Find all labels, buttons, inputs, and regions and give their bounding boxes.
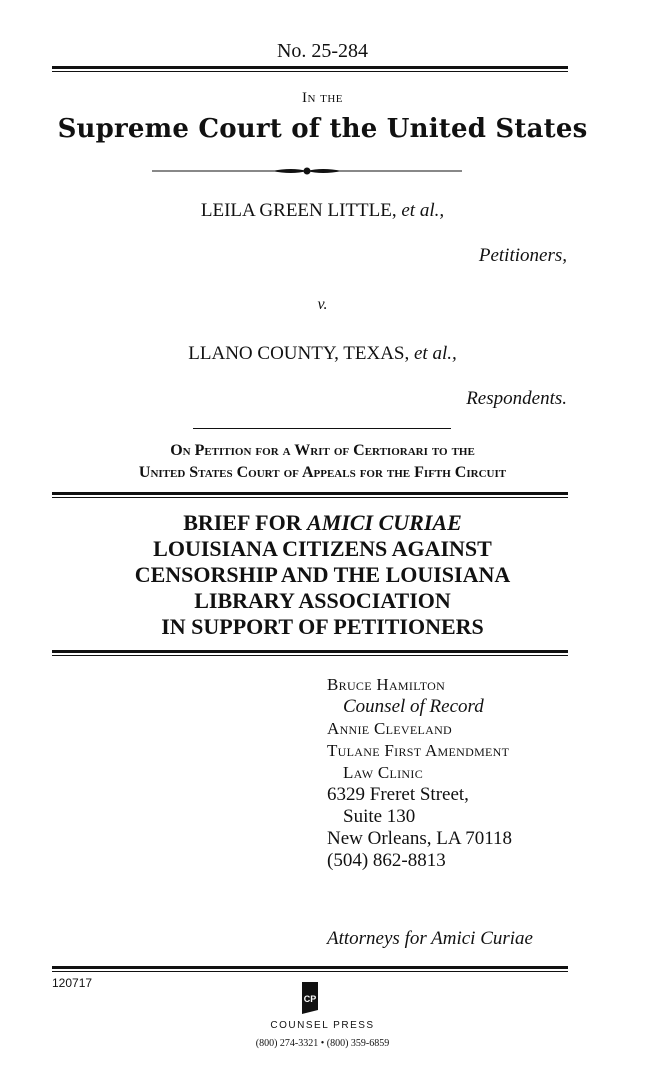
logo-text: CP (303, 994, 317, 1004)
press-name: COUNSEL PRESS (270, 1020, 375, 1031)
counsel-press-logo-icon (298, 980, 322, 1016)
petition-line: On Petition for a Writ of Certiorari to the (170, 442, 475, 459)
mid-double-rule (52, 492, 568, 498)
petitioner-name: LEILA GREEN LITTLE, (200, 200, 397, 221)
attorneys-for: Attorneys for Amici Curiae (327, 928, 533, 949)
respondent-party (0, 343, 645, 365)
counsel-phone: (504) 862-8813 (327, 850, 446, 871)
court-intro: In the (301, 90, 344, 106)
short-rule (193, 428, 451, 429)
docket-number: No. 25-284 (276, 40, 369, 62)
brief-title-line: CENSORSHIP AND THE LOUISIANA (134, 562, 511, 587)
petition-statement (0, 440, 645, 484)
petition-line: United States Court of Appeals for the Fifth Circuit (138, 464, 507, 481)
brief-title-line: LOUISIANA CITIZENS AGAINST (153, 536, 492, 561)
lower-double-rule (52, 650, 568, 656)
brief-title-line: LIBRARY ASSOCIATION (194, 588, 451, 613)
petitioner-party (0, 200, 645, 222)
counsel-org-line-2: Law Clinic (343, 763, 423, 782)
respondent-etal: et al., (413, 343, 457, 364)
petitioner-role: Petitioners, (478, 245, 567, 266)
brief-title-line (0, 510, 645, 536)
counsel-role-1: Counsel of Record (343, 696, 484, 717)
counsel-block (327, 674, 512, 872)
counsel-name-1: Bruce Hamilton (327, 675, 446, 694)
counsel-suite: Suite 130 (343, 806, 416, 827)
brief-title-line: IN SUPPORT OF PETITIONERS (161, 614, 484, 639)
top-double-rule (52, 66, 568, 72)
ornament-divider-icon (152, 165, 462, 177)
brief-title (0, 510, 645, 640)
counsel-org-line-1: Tulane First Amendment (327, 741, 510, 760)
brief-prefix: BRIEF FOR (183, 510, 302, 535)
job-code: 120717 (52, 976, 93, 990)
brief-amici: AMICI CURIAE (307, 510, 462, 535)
press-phones: (800) 274-3321 • (800) 359-6859 (255, 1038, 390, 1049)
versus: v. (317, 296, 328, 313)
petitioner-etal: et al., (401, 200, 445, 221)
respondent-role: Respondents. (466, 388, 567, 409)
counsel-city: New Orleans, LA 70118 (327, 828, 513, 849)
respondent-name: LLANO COUNTY, TEXAS, (188, 343, 410, 364)
counsel-name-2: Annie Cleveland (327, 719, 453, 738)
court-name: Supreme Court of the United States (57, 114, 588, 144)
counsel-street: 6329 Freret Street, (327, 784, 469, 805)
footer-double-rule (52, 966, 568, 972)
